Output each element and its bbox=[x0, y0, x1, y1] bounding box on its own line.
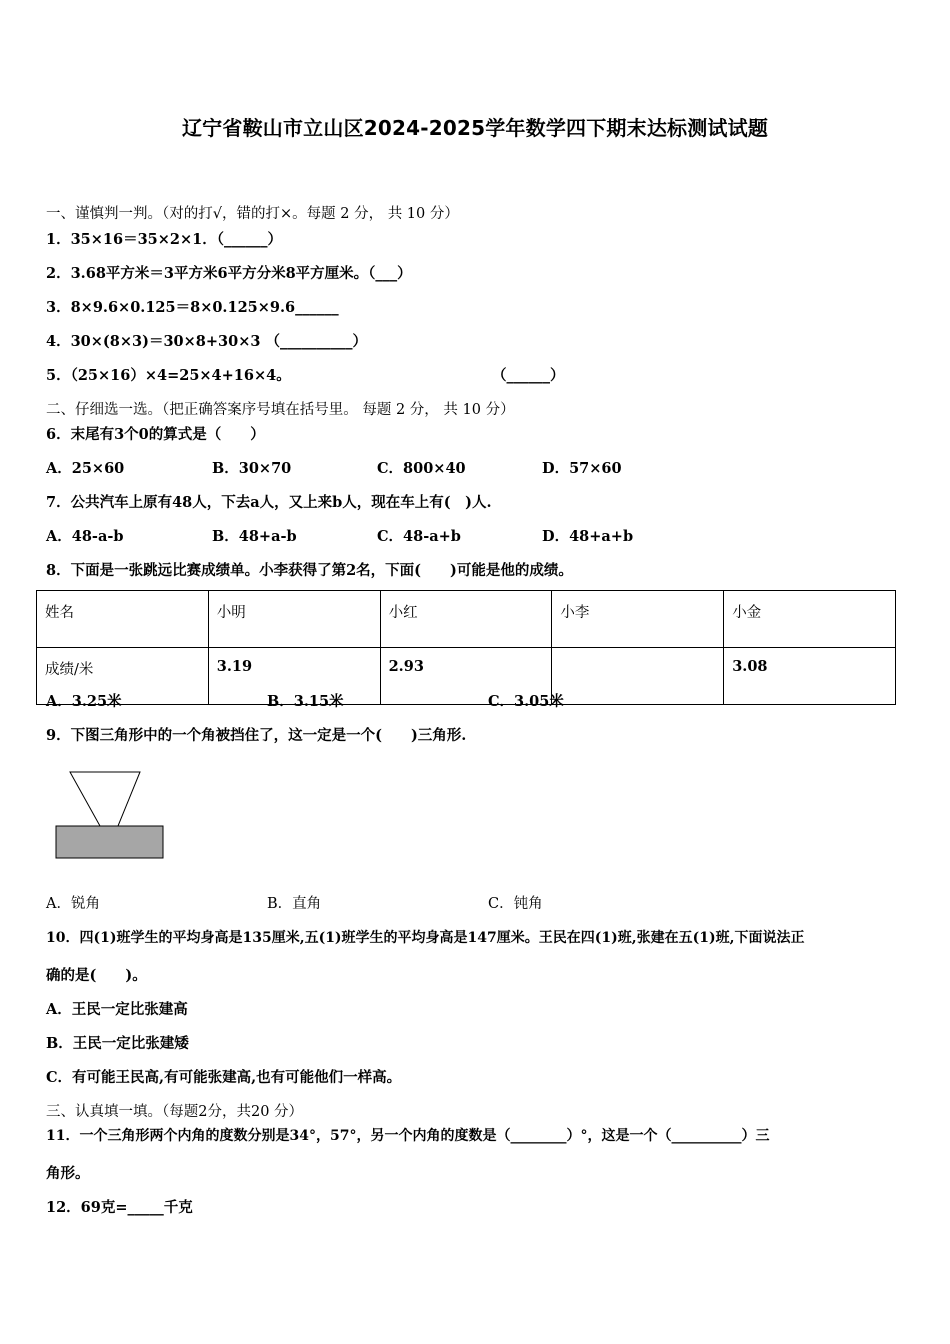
section-1-heading: 一、谨慎判一判。（对的打√，错的打×。每题 2 分， 共 10 分） bbox=[46, 206, 459, 222]
section-2-heading: 二、仔细选一选。（把正确答案序号填在括号里。 每题 2 分， 共 10 分） bbox=[46, 402, 515, 418]
question-7: 7．公共汽车上原有48人，下去a人，又上来b人，现在车上有( )人. bbox=[46, 494, 492, 511]
page-title: 辽宁省鞍山市立山区2024-2025学年数学四下期末达标测试试题 bbox=[181, 116, 769, 140]
question-10-line-2: 确的是( )。 bbox=[46, 967, 147, 984]
q6-option-a: A．25×60 bbox=[46, 460, 125, 477]
question-12: 12．69克=_____千克 bbox=[46, 1199, 193, 1216]
q7-option-b: B．48+a-b bbox=[212, 528, 297, 545]
q8-option-a: A．3.25米 bbox=[46, 693, 122, 710]
q7-option-a: A．48-a-b bbox=[46, 528, 124, 545]
question-9: 9．下图三角形中的一个角被挡住了，这一定是一个( )三角形. bbox=[46, 727, 467, 744]
q9-option-c: C．钝角 bbox=[488, 896, 543, 912]
table-cell: 3.19 bbox=[208, 648, 380, 705]
table-cell: 姓名 bbox=[37, 591, 209, 648]
table-cell: 小金 bbox=[724, 591, 896, 648]
q6-option-b: B．30×70 bbox=[212, 460, 292, 477]
triangle-figure bbox=[54, 768, 168, 862]
q6-option-d: D．57×60 bbox=[542, 460, 622, 477]
table-cell: 2.93 bbox=[380, 648, 552, 705]
question-11-line-1: 11．一个三角形两个内角的度数分别是34°，57°，另一个内角的度数是（________）°，这是一个（__________）三 bbox=[46, 1128, 770, 1144]
table-cell: 3.08 bbox=[724, 648, 896, 705]
question-11-line-2: 角形。 bbox=[46, 1165, 90, 1182]
question-1: 1．35×16＝35×2×1．（______） bbox=[46, 231, 282, 248]
table-cell: 小明 bbox=[208, 591, 380, 648]
question-6: 6．末尾有3个0的算式是（ ） bbox=[46, 426, 265, 443]
question-5: 5．（25×16）×4=25×4+16×4。 bbox=[46, 367, 291, 384]
q9-option-a: A．锐角 bbox=[46, 896, 100, 912]
table-cell: 小红 bbox=[380, 591, 552, 648]
q7-option-c: C．48-a+b bbox=[377, 528, 461, 545]
table-cell: 小李 bbox=[552, 591, 724, 648]
q8-option-b: B．3.15米 bbox=[267, 693, 344, 710]
question-3: 3．8×9.6×0.125＝8×0.125×9.6______ bbox=[46, 299, 339, 316]
question-10-line-1: 10．四(1)班学生的平均身高是135厘米,五(1)班学生的平均身高是147厘米。王民在四(1)班,张建在五(1)班,下面说法正 bbox=[46, 930, 805, 946]
triangle-shape bbox=[70, 772, 140, 826]
q9-option-b: B．直角 bbox=[267, 896, 322, 912]
q10-option-c: C．有可能王民高,有可能张建高,也有可能他们一样高。 bbox=[46, 1069, 402, 1086]
table-cell bbox=[552, 648, 724, 705]
question-4: 4．30×(8×3)＝30×8+30×3 （__________） bbox=[46, 333, 367, 350]
section-3-heading: 三、认真填一填。（每题2分，共20 分） bbox=[46, 1104, 304, 1120]
table-row bbox=[37, 591, 896, 648]
q7-option-d: D．48+a+b bbox=[542, 528, 634, 545]
q10-option-a: A．王民一定比张建高 bbox=[46, 1001, 188, 1018]
table-row bbox=[37, 648, 896, 705]
score-table bbox=[36, 590, 896, 705]
q8-option-c: C．3.05米 bbox=[488, 693, 564, 710]
question-5-blank: （______） bbox=[492, 367, 565, 384]
q6-option-c: C．800×40 bbox=[377, 460, 466, 477]
question-2: 2．3.68平方米＝3平方米6平方分米8平方厘米。（___） bbox=[46, 265, 412, 282]
covering-rectangle bbox=[56, 826, 163, 858]
table-cell: 成绩/米 bbox=[37, 648, 209, 705]
q10-option-b: B．王民一定比张建矮 bbox=[46, 1035, 189, 1052]
question-8: 8．下面是一张跳远比赛成绩单。小李获得了第2名，下面( )可能是他的成绩。 bbox=[46, 562, 573, 579]
